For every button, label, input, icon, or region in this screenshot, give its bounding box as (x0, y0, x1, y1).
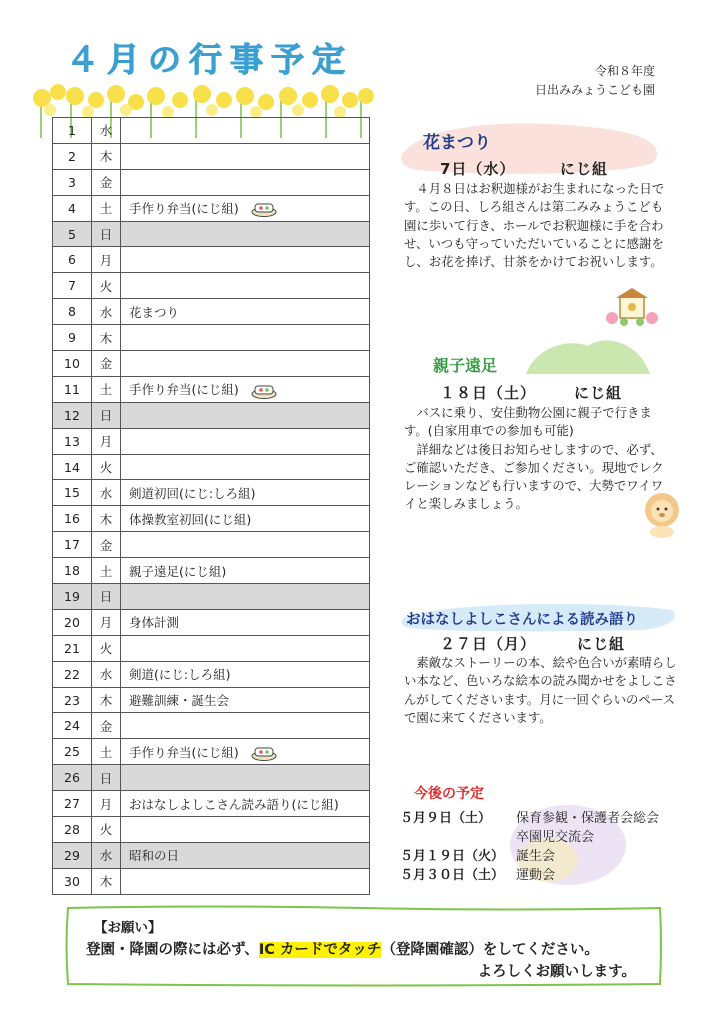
calendar-row (53, 713, 370, 739)
future-date: ５月３０日（土） (400, 868, 505, 883)
hanamatsuri-title: 花まつり (423, 133, 491, 153)
calendar-event-text: 親子遠足(にじ組) (129, 563, 227, 579)
page-title: ４月の行事予定 (66, 40, 353, 79)
future-item (400, 845, 556, 864)
calendar-weekday: 水 (92, 299, 121, 325)
calendar-event (121, 842, 370, 868)
calendar-row (53, 143, 370, 169)
calendar-weekday: 金 (92, 532, 121, 558)
calendar-weekday: 木 (92, 687, 121, 713)
calendar-day: 8 (53, 299, 92, 325)
calendar-day: 30 (53, 868, 92, 894)
calendar-event (121, 143, 370, 169)
future-title: 今後の予定 (414, 786, 484, 802)
calendar-event (121, 584, 370, 610)
calendar-event (121, 480, 370, 506)
calendar-row (53, 635, 370, 661)
calendar-day: 11 (53, 376, 92, 402)
future-date: ５月９日（土） (400, 811, 492, 826)
calendar-event-text: 剣道初回(にじ:しろ組) (129, 485, 256, 501)
calendar-weekday: 月 (92, 609, 121, 635)
green-hills-decoration (526, 334, 652, 374)
calendar-event (121, 169, 370, 195)
yomigatari-date: ２７日（月） (440, 635, 537, 653)
bento-box-icon (251, 201, 277, 217)
calendar-weekday: 日 (92, 584, 121, 610)
yomigatari-group: にじ組 (577, 635, 626, 653)
calendar-day: 12 (53, 402, 92, 428)
calendar-day: 19 (53, 584, 92, 610)
calendar-event (121, 739, 370, 765)
calendar-event-text: 手作り弁当(にじ組) (129, 744, 239, 760)
calendar-weekday: 日 (92, 765, 121, 791)
calendar-weekday: 火 (92, 635, 121, 661)
calendar-event (121, 791, 370, 817)
calendar-row (53, 791, 370, 817)
calendar-day: 23 (53, 687, 92, 713)
calendar-day: 6 (53, 247, 92, 273)
calendar-row (53, 842, 370, 868)
request-line-1 (86, 938, 599, 959)
calendar-event (121, 661, 370, 687)
calendar-weekday: 日 (92, 402, 121, 428)
calendar-event (121, 273, 370, 299)
hanamatsuri-date: 7日（水） (440, 160, 516, 178)
calendar-weekday: 土 (92, 376, 121, 402)
calendar-weekday: 日 (92, 221, 121, 247)
calendar-row (53, 868, 370, 894)
calendar-weekday: 金 (92, 169, 121, 195)
calendar-day: 1 (53, 118, 92, 144)
calendar-weekday: 月 (92, 247, 121, 273)
calendar-row (53, 584, 370, 610)
highlighted-text: IC カードでタッチ (258, 942, 382, 958)
calendar-row (53, 817, 370, 843)
calendar-event (121, 351, 370, 377)
calendar-day: 24 (53, 713, 92, 739)
calendar-row (53, 480, 370, 506)
ensoku-title: 親子遠足 (433, 356, 498, 375)
calendar-day: 28 (53, 817, 92, 843)
calendar-row (53, 532, 370, 558)
calendar-row (53, 273, 370, 299)
calendar-event (121, 454, 370, 480)
calendar-weekday: 火 (92, 273, 121, 299)
event-calendar (52, 117, 370, 895)
calendar-event (121, 325, 370, 351)
request-text: （登降園確認）をしてください。 (381, 942, 599, 958)
hanamatsuri-body: ４月８日はお釈迦様がお生まれになった日です。この日、しろ組さんは第二みみょうこども園に歩いて行き、ホールでお釈迦様に手を合わせ、いつも守っていただいていることに感謝をし、お花を捧げ、甘茶をかけてお祝いします。 (404, 181, 665, 270)
calendar-weekday: 水 (92, 480, 121, 506)
calendar-day: 9 (53, 325, 92, 351)
flower-shrine-illustration (604, 286, 660, 326)
calendar-row (53, 221, 370, 247)
request-heading: 【お願い】 (94, 920, 162, 936)
calendar-row (53, 351, 370, 377)
calendar-weekday: 火 (92, 817, 121, 843)
calendar-event-text: 体操教室初回(にじ組) (129, 511, 252, 527)
calendar-event (121, 765, 370, 791)
calendar-event (121, 609, 370, 635)
calendar-day: 22 (53, 661, 92, 687)
calendar-row (53, 376, 370, 402)
calendar-event (121, 635, 370, 661)
school-name: 日出みみょうこども園 (534, 83, 655, 97)
calendar-weekday: 土 (92, 195, 121, 221)
calendar-row (53, 506, 370, 532)
calendar-weekday: 金 (92, 713, 121, 739)
yomigatari-body: 素敵なストーリーの本、絵や色合いが素晴らしい本など、色いろな絵本の読み聞かせをよしこさんがしてくださいます。月に一回ぐらいのペースで園に来てくださいます。 (404, 655, 677, 725)
calendar-row (53, 118, 370, 144)
calendar-row (53, 247, 370, 273)
lion-illustration (640, 490, 684, 538)
header-meta (535, 62, 655, 100)
calendar-weekday: 木 (92, 325, 121, 351)
calendar-day: 14 (53, 454, 92, 480)
calendar-row (53, 428, 370, 454)
calendar-row (53, 558, 370, 584)
calendar-event (121, 221, 370, 247)
request-line-2: よろしくお願いします。 (477, 964, 636, 980)
calendar-row (53, 169, 370, 195)
calendar-weekday: 水 (92, 842, 121, 868)
hanamatsuri-group: にじ組 (560, 160, 609, 178)
calendar-event (121, 558, 370, 584)
calendar-day: 10 (53, 351, 92, 377)
calendar-weekday: 木 (92, 868, 121, 894)
calendar-weekday: 水 (92, 118, 121, 144)
title-banner (30, 28, 375, 118)
calendar-day: 26 (53, 765, 92, 791)
calendar-day: 4 (53, 195, 92, 221)
calendar-row (53, 687, 370, 713)
calendar-event (121, 868, 370, 894)
calendar-row (53, 765, 370, 791)
calendar-event (121, 532, 370, 558)
calendar-event (121, 118, 370, 144)
calendar-event (121, 376, 370, 402)
bento-box-icon (251, 745, 277, 761)
calendar-day: 16 (53, 506, 92, 532)
calendar-row (53, 661, 370, 687)
calendar-event-text: 身体計測 (129, 615, 180, 631)
calendar-weekday: 土 (92, 558, 121, 584)
fiscal-year: 令和８年度 (594, 64, 655, 78)
calendar-row (53, 739, 370, 765)
future-desc: 誕生会 (516, 849, 556, 864)
calendar-weekday: 金 (92, 351, 121, 377)
request-box (64, 904, 664, 988)
calendar-event-text: 剣道(にじ:しろ組) (129, 667, 231, 683)
calendar-event (121, 506, 370, 532)
calendar-event-text: 花まつり (129, 304, 180, 320)
calendar-day: 3 (53, 169, 92, 195)
future-desc: 運動会 (516, 868, 556, 883)
calendar-row (53, 299, 370, 325)
calendar-day: 15 (53, 480, 92, 506)
calendar-day: 29 (53, 842, 92, 868)
calendar-event-text: 手作り弁当(にじ組) (129, 200, 239, 216)
calendar-day: 5 (53, 221, 92, 247)
calendar-day: 7 (53, 273, 92, 299)
calendar-event-text: おはなしよしこさん読み語り(にじ組) (129, 796, 339, 812)
calendar-weekday: 木 (92, 143, 121, 169)
calendar-event (121, 428, 370, 454)
future-desc: 保育参観・保護者会総会 (516, 811, 660, 826)
calendar-weekday: 月 (92, 791, 121, 817)
calendar-day: 13 (53, 428, 92, 454)
ensoku-date: １８日（土） (440, 384, 537, 402)
calendar-row (53, 454, 370, 480)
calendar-event (121, 687, 370, 713)
calendar-weekday: 木 (92, 506, 121, 532)
calendar-row (53, 195, 370, 221)
calendar-event (121, 195, 370, 221)
calendar-weekday: 月 (92, 428, 121, 454)
calendar-row (53, 325, 370, 351)
future-desc: 卒園児交流会 (516, 830, 595, 845)
calendar-event-text: 昭和の日 (129, 848, 180, 864)
calendar-event (121, 817, 370, 843)
future-item (400, 864, 556, 883)
future-date: ５月１９日（火） (400, 849, 505, 864)
calendar-event (121, 299, 370, 325)
calendar-row (53, 402, 370, 428)
yomigatari-title: おはなしよしこさんによる読み語り (406, 612, 638, 628)
calendar-event (121, 713, 370, 739)
calendar-weekday: 水 (92, 661, 121, 687)
request-text: 登園・降園の際には必ず、 (86, 942, 259, 958)
calendar-day: 25 (53, 739, 92, 765)
calendar-day: 2 (53, 143, 92, 169)
ensoku-group: にじ組 (574, 384, 623, 402)
calendar-day: 20 (53, 609, 92, 635)
calendar-day: 21 (53, 635, 92, 661)
future-item (400, 807, 660, 826)
calendar-day: 27 (53, 791, 92, 817)
calendar-event (121, 402, 370, 428)
calendar-event (121, 247, 370, 273)
bento-box-icon (251, 383, 277, 399)
calendar-weekday: 火 (92, 454, 121, 480)
calendar-event-text: 避難訓練・誕生会 (129, 693, 230, 709)
ensoku-body: バスに乗り、安住動物公園に親子で行きます。(自家用車での参加も可能) 詳細などは後日お知らせしますので、必ず、ご確認いただき、ご参加ください。現地でレクレーションなども行いますので、大勢でワイワイと楽しみましょう。 (404, 405, 664, 512)
calendar-day: 17 (53, 532, 92, 558)
calendar-event-text: 手作り弁当(にじ組) (129, 382, 239, 398)
calendar-row (53, 609, 370, 635)
calendar-day: 18 (53, 558, 92, 584)
calendar-weekday: 土 (92, 739, 121, 765)
